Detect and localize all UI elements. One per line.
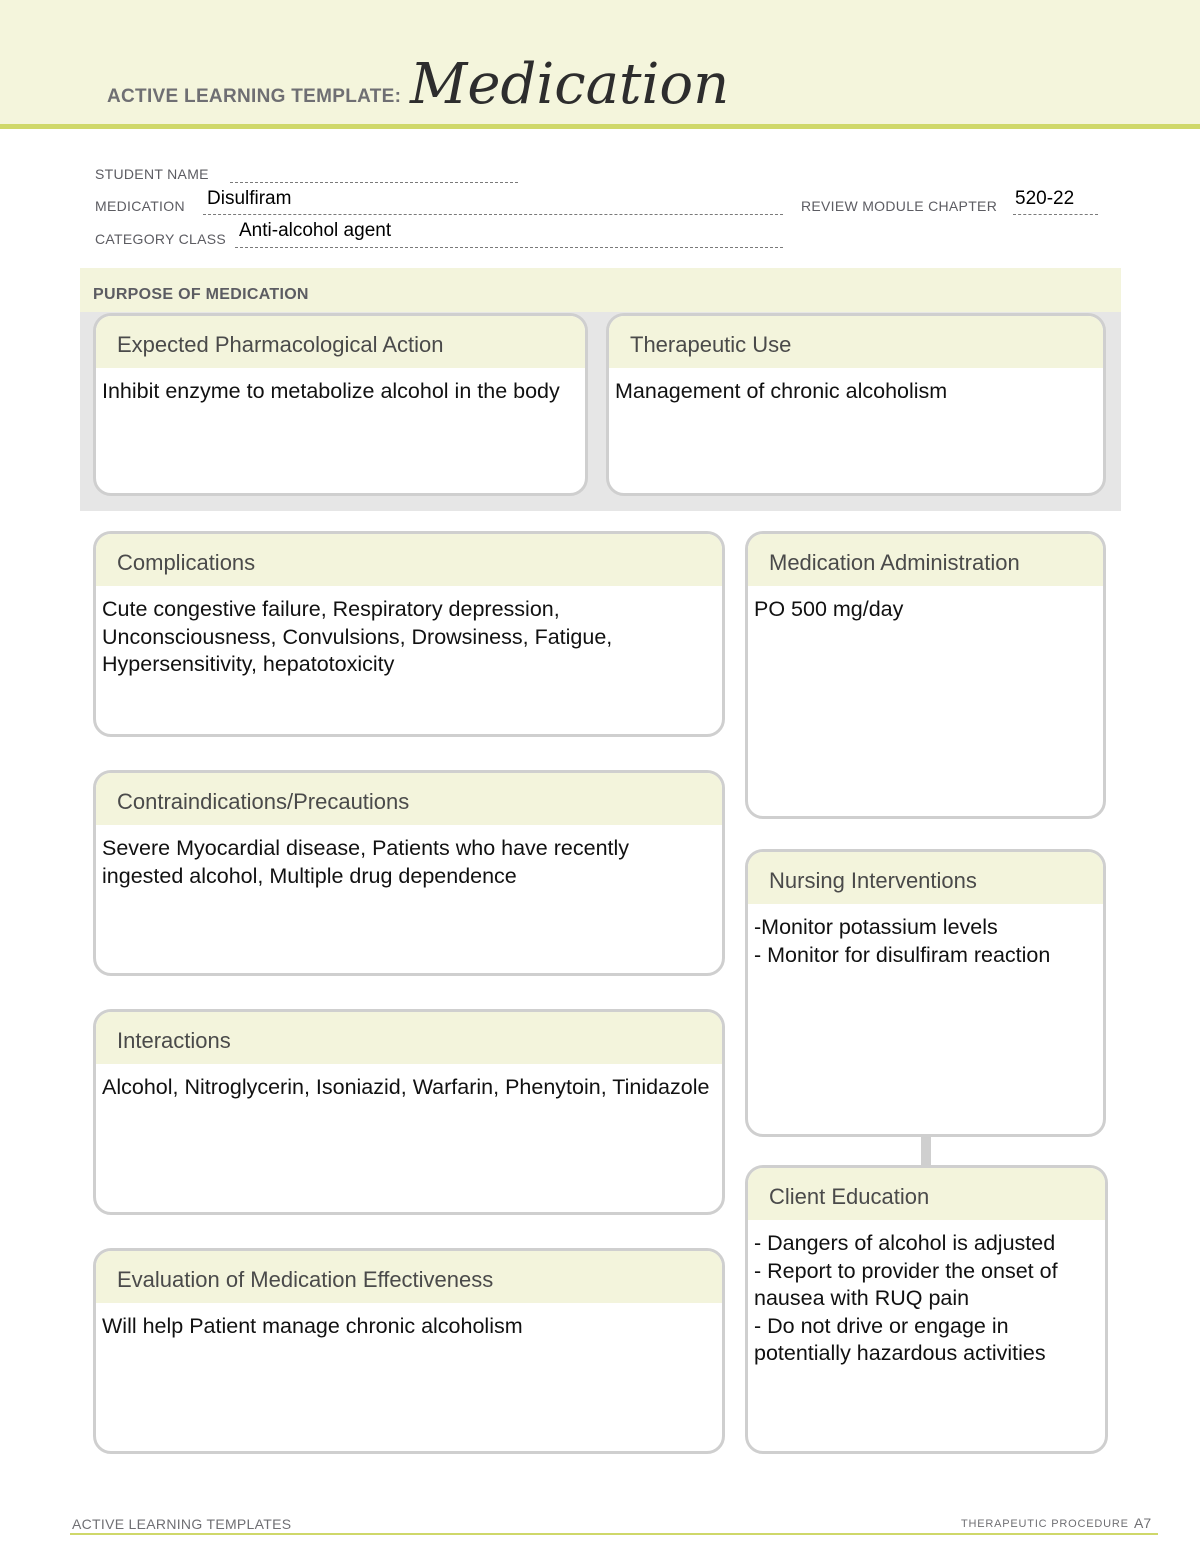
- contraindications-text[interactable]: Severe Myocardial disease, Patients who have recently ingested alcohol, Multiple drug dependence: [102, 836, 630, 888]
- client-education-title: Client Education: [748, 1168, 1105, 1220]
- page-number: A7: [1134, 1515, 1152, 1531]
- evaluation-card: [93, 1248, 725, 1454]
- client-education-item: - Report to provider the onset of nausea with RUQ pain: [754, 1258, 1058, 1310]
- student-name-line: [230, 181, 518, 183]
- nursing-intervention-item: - Monitor for disulfiram reaction: [754, 942, 1051, 967]
- medication-field[interactable]: Disulfiram: [207, 188, 292, 209]
- nursing-interventions-body[interactable]: [748, 904, 1103, 969]
- interactions-card: [93, 1009, 725, 1215]
- nursing-interventions-card: [745, 849, 1106, 1137]
- administration-text[interactable]: PO 500 mg/day: [754, 597, 904, 621]
- footer-rule: [70, 1533, 1158, 1535]
- purpose-label: PURPOSE OF MEDICATION: [93, 286, 309, 303]
- complications-title: Complications: [96, 534, 722, 586]
- review-module-label: REVIEW MODULE CHAPTER: [801, 198, 998, 214]
- nursing-interventions-title: Nursing Interventions: [748, 852, 1103, 904]
- interactions-title: Interactions: [96, 1012, 722, 1064]
- medication-label: MEDICATION: [95, 198, 185, 214]
- expected-action-card: [93, 313, 588, 496]
- administration-title: Medication Administration: [748, 534, 1103, 586]
- page-title: Medication: [410, 52, 730, 117]
- client-education-item: - Dangers of alcohol is adjusted: [754, 1231, 1056, 1255]
- evaluation-title: Evaluation of Medication Effectiveness: [96, 1251, 722, 1303]
- client-education-body[interactable]: [748, 1220, 1105, 1368]
- expected-action-title: Expected Pharmacological Action: [96, 316, 585, 368]
- therapeutic-use-card: [606, 313, 1106, 496]
- evaluation-text[interactable]: Will help Patient manage chronic alcoholism: [102, 1314, 523, 1338]
- client-education-item: - Do not drive or engage in potentially hazardous activities: [754, 1313, 1046, 1365]
- category-class-label: CATEGORY CLASS: [95, 231, 227, 247]
- contraindications-card: [93, 770, 725, 976]
- contraindications-title: Contraindications/Precautions: [96, 773, 722, 825]
- administration-card: [745, 531, 1106, 819]
- medication-line: [203, 213, 783, 215]
- card-connector: [921, 1136, 931, 1166]
- review-module-field[interactable]: 520-22: [1015, 188, 1075, 209]
- template-prefix: ACTIVE LEARNING TEMPLATE:: [107, 86, 402, 107]
- student-name-label: STUDENT NAME: [95, 166, 209, 182]
- interactions-text[interactable]: Alcohol, Nitroglycerin, Isoniazid, Warfarin, Phenytoin, Tinidazole: [102, 1075, 710, 1099]
- category-class-line: [235, 246, 783, 248]
- therapeutic-use-title: Therapeutic Use: [609, 316, 1103, 368]
- review-module-line: [1013, 213, 1098, 215]
- category-class-field[interactable]: Anti-alcohol agent: [239, 220, 392, 241]
- footer-right-label: THERAPEUTIC PROCEDURE: [961, 1518, 1129, 1530]
- client-education-card: [745, 1165, 1108, 1454]
- complications-text[interactable]: Cute congestive failure, Respiratory depression, Unconsciousness, Convulsions, Drowsiness, Fatigue, Hypersensitivity, hepatotoxicity: [102, 597, 613, 676]
- nursing-intervention-item: -Monitor potassium levels: [754, 915, 998, 939]
- therapeutic-use-text[interactable]: Management of chronic alcoholism: [615, 379, 948, 403]
- expected-action-text[interactable]: Inhibit enzyme to metabolize alcohol in the body: [102, 379, 560, 403]
- footer-left-label: ACTIVE LEARNING TEMPLATES: [72, 1516, 292, 1532]
- complications-card: [93, 531, 725, 737]
